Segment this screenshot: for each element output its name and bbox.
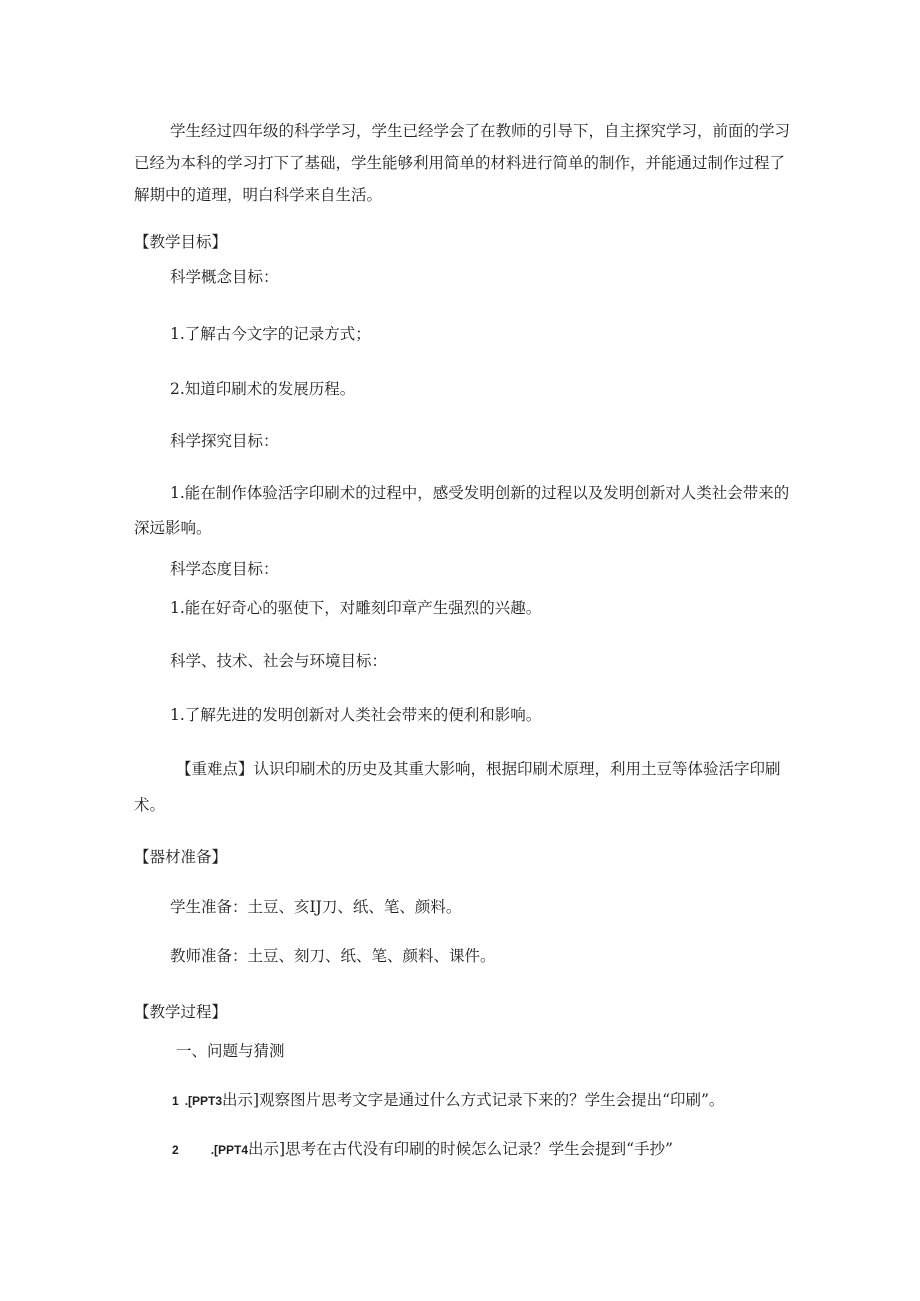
step-2-text: 出示]思考在古代没有印刷的时候怎么记录？学生会提到“手抄”: [248, 1140, 673, 1158]
stse-title: 科学、技术、社会与环境目标：: [170, 652, 388, 670]
intro-line-1: 学生经过四年级的科学学习，学生已经学会了在教师的引导下，自主探究学习，前面的学习: [170, 122, 791, 140]
attitude-title: 科学态度目标：: [170, 560, 279, 578]
concept-title: 科学概念目标：: [170, 268, 279, 286]
intro-line-3: 解期中的道理，明白科学来自生活。: [134, 186, 383, 204]
intro-line-2: 已经为本科的学习打下了基础，学生能够利用简单的材料进行简单的制作，并能通过制作过程了: [134, 154, 786, 172]
objectives-heading: 【教学目标】: [134, 233, 228, 251]
step-1-ppt-tag: .[PPT3: [184, 1094, 223, 1108]
inquiry-item-1-line-1: 1.能在制作体验活字印刷术的过程中，感受发明创新的过程以及发明创新对人类社会带来的: [170, 484, 790, 502]
inquiry-item-1-line-2: 深远影响。: [134, 519, 212, 537]
concept-item-1: 1.了解古今文字的记录方式；: [170, 325, 371, 343]
process-step-1: [172, 1091, 724, 1110]
process-step-2: [172, 1140, 673, 1159]
concept-item-2: 2.知道印刷术的发展历程。: [170, 380, 356, 398]
process-section-1: 一、问题与猜测: [176, 1042, 285, 1060]
key-points-line-1: 【重难点】认识印刷术的历史及其重大影响，根据印刷术原理，利用土豆等体验活字印刷: [176, 760, 781, 778]
materials-teacher: 教师准备：土豆、刻刀、纸、笔、颜料、课件。: [170, 947, 496, 965]
step-2-ppt-tag: .[PPT4: [210, 1143, 249, 1157]
step-2-number: 2: [172, 1143, 179, 1157]
materials-students: 学生准备：土豆、亥IJ刀、纸、笔、颜料。: [170, 898, 462, 916]
stse-item-1: 1.了解先进的发明创新对人类社会带来的便利和影响。: [170, 706, 542, 724]
step-1-text: 出示]观察图片思考文字是通过什么方式记录下来的？学生会提出“印刷”。: [222, 1091, 725, 1109]
process-heading: 【教学过程】: [134, 1003, 228, 1021]
key-points-line-2: 术。: [134, 796, 166, 814]
materials-heading: 【器材准备】: [134, 848, 228, 866]
attitude-item-1: 1.能在好奇心的驱使下，对雕刻印章产生强烈的兴趣。: [170, 599, 542, 617]
step-1-number: 1: [172, 1094, 179, 1108]
inquiry-title: 科学探究目标：: [170, 432, 279, 450]
